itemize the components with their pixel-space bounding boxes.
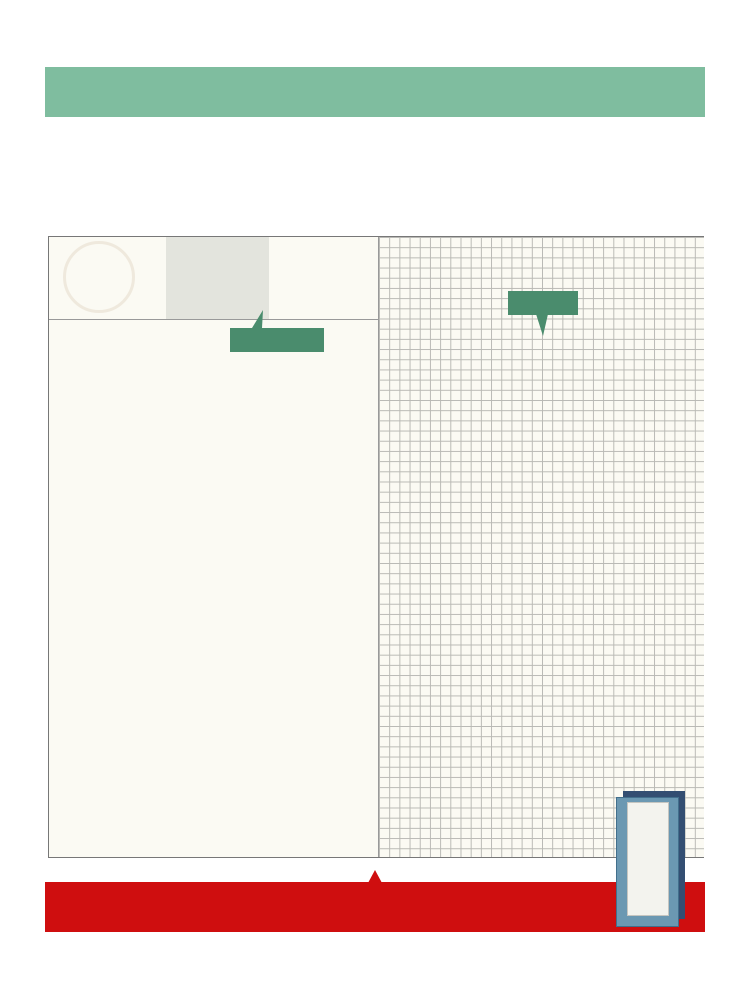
weekly-schedule-page — [49, 237, 378, 857]
footer-text — [45, 882, 615, 932]
section-banner — [45, 67, 705, 117]
diary-spread — [48, 236, 704, 858]
diary-book-label — [627, 802, 669, 916]
travelers-stamp-icon — [63, 241, 135, 313]
memo-callout-pointer — [530, 314, 554, 338]
calendar-callout-label — [230, 328, 324, 352]
memo-callout-label — [508, 291, 578, 315]
footer-banner — [45, 882, 705, 932]
week-header — [49, 237, 378, 320]
